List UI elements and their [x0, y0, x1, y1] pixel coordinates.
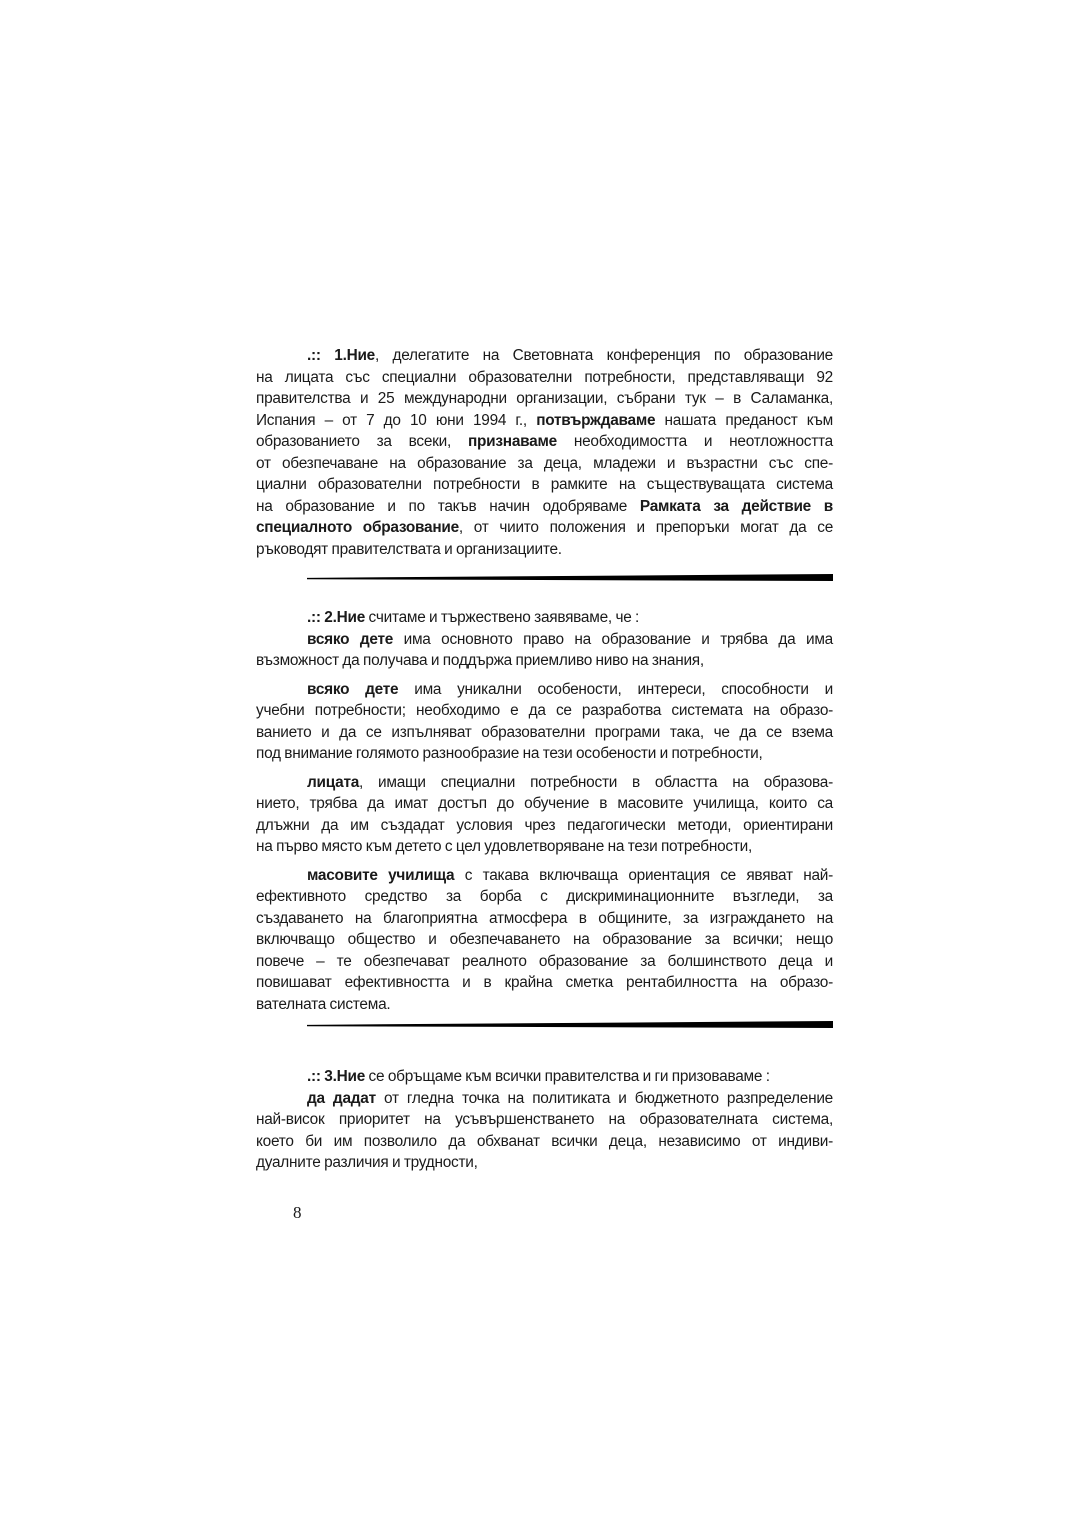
bold-text: всяко дете: [307, 680, 399, 698]
text: ефективното средство за борба с дискриминационните възгледи, за: [256, 888, 833, 905]
text: на образование и по такъв начин одобряваме: [256, 497, 640, 515]
text-line: [256, 1088, 833, 1110]
text: учебни потребности; необходимо е да се разработва системата на образо-: [256, 702, 833, 719]
text: се обръщаме към всички правителства и ги призоваваме :: [365, 1068, 770, 1085]
text-line: [256, 743, 833, 765]
text: образованието за всеки,: [256, 433, 468, 450]
text: има основното право на образование и трябва да има: [393, 630, 833, 648]
paragraph: [256, 629, 833, 672]
text-line: [256, 793, 833, 815]
section-2: [256, 607, 833, 1022]
text-line: [256, 388, 833, 410]
text: най-висок приоритет на усъвършенстването на образователната система,: [256, 1111, 833, 1128]
paragraph: [256, 345, 833, 560]
text: циални образователни потребности в рамките на съществуващата система: [256, 476, 833, 493]
text-line: [256, 650, 833, 672]
text: от гледна точка на политиката и бюджетното разпределение: [375, 1089, 833, 1107]
text-line: [256, 908, 833, 930]
text-line: [256, 629, 833, 651]
section-3: [256, 1066, 833, 1181]
text-line: [256, 994, 833, 1016]
bold-text: .:: 2.Ние: [307, 609, 366, 626]
text: на лицата със специални образователни потребности, представляващи 92: [256, 368, 833, 386]
paragraph: [256, 772, 833, 858]
text-line: [256, 772, 833, 794]
text: повишават ефективността и в крайна сметка рентабилността на образо-: [256, 974, 833, 991]
text-line: [256, 1131, 833, 1153]
text-line: [256, 700, 833, 722]
text: нието, трябва да имат достъп до обучение в масовите училища, които са: [256, 795, 833, 812]
text-line: [256, 431, 833, 453]
text-line: [256, 722, 833, 744]
paragraph: [256, 865, 833, 1016]
text: вателната система.: [256, 995, 391, 1013]
text: правителства и 25 международни организации, събрани тук – в Саламанка,: [256, 390, 833, 407]
bold-text: да дадат: [307, 1089, 376, 1107]
text: на първо място към детето с цел удовлетворяване на тези потребности,: [256, 838, 753, 855]
paragraph: [256, 1066, 833, 1088]
text-line: [256, 453, 833, 475]
section-1: [256, 345, 833, 567]
text-line: [256, 929, 833, 951]
text: , делегатите на Световната конференция по образование: [374, 347, 833, 364]
text-line: [256, 972, 833, 994]
paragraph: [256, 1088, 833, 1174]
text: дуалните различия и трудности,: [256, 1154, 478, 1171]
text: считаме и тържествено заявяваме, че :: [365, 609, 640, 626]
text-line: [256, 1066, 833, 1088]
text-line: [256, 517, 833, 539]
text-line: [256, 1109, 833, 1131]
bold-text: потвърждаваме: [536, 411, 656, 429]
bold-text: .:: 3.Ние: [307, 1068, 366, 1085]
paragraph: [256, 679, 833, 765]
paragraph: [256, 607, 833, 629]
bold-text: Рамката за действие в: [639, 497, 833, 515]
text: , от чиито положения и препоръки могат да се: [458, 519, 833, 536]
bold-text: лицата: [307, 773, 360, 791]
bold-text: признаваме: [467, 433, 557, 450]
text: длъжни да им създадат условия чрез педагогически методи, ориентирани: [256, 816, 833, 834]
text: с такава включваща ориентация се явяват най-: [454, 866, 833, 884]
text: възможност да получава и поддържа приемливо ниво на знания,: [256, 652, 704, 669]
text-line: [256, 607, 833, 629]
text: под внимание голямото разнообразие на тези особености и потребности,: [256, 745, 763, 762]
text-line: [256, 410, 833, 432]
text: Испания – от 7 до 10 юни 1994 г.,: [256, 411, 537, 429]
text: от обезпечаване на образование за деца, младежи и възрастни със спе-: [256, 454, 833, 472]
text-line: [256, 865, 833, 887]
text: създаването на благоприятна атмосфера в общините, за изграждането на: [256, 909, 833, 927]
text-line: [256, 496, 833, 518]
text: ванието и да се изпълняват образователни програми така, че да се взема: [256, 723, 833, 741]
section-divider: [307, 574, 833, 581]
page-number: 8: [293, 1203, 302, 1222]
text: ръководят правителствата и организациите.: [256, 540, 562, 558]
text-line: [256, 345, 833, 367]
text-line: [256, 886, 833, 908]
text-line: [256, 367, 833, 389]
text: повече – те обезпечават реалното образование за болшинството деца и: [256, 952, 833, 970]
text-line: [256, 1152, 833, 1174]
text: има уникални особености, интереси, способности и: [398, 680, 833, 698]
text-line: [256, 815, 833, 837]
text-line: [256, 679, 833, 701]
bold-text: специалното образование: [256, 519, 459, 536]
bold-text: масовите училища: [307, 866, 455, 884]
bold-text: .:: 1.Ние: [307, 347, 375, 364]
text-line: [256, 539, 833, 561]
text: нашата преданост към: [655, 411, 833, 429]
text: , имащи специални потребности в областта на образова-: [359, 773, 833, 791]
text: необходимостта и неотложността: [556, 433, 833, 450]
text: включващо общество и обезпечаването на образование за всички; нещо: [256, 931, 833, 948]
bold-text: всяко дете: [307, 630, 394, 648]
text-line: [256, 951, 833, 973]
section-divider: [307, 1021, 833, 1028]
text-line: [256, 474, 833, 496]
text: което би им позволило да обхванат всички деца, независимо от индиви-: [256, 1132, 833, 1150]
text-line: [256, 836, 833, 858]
